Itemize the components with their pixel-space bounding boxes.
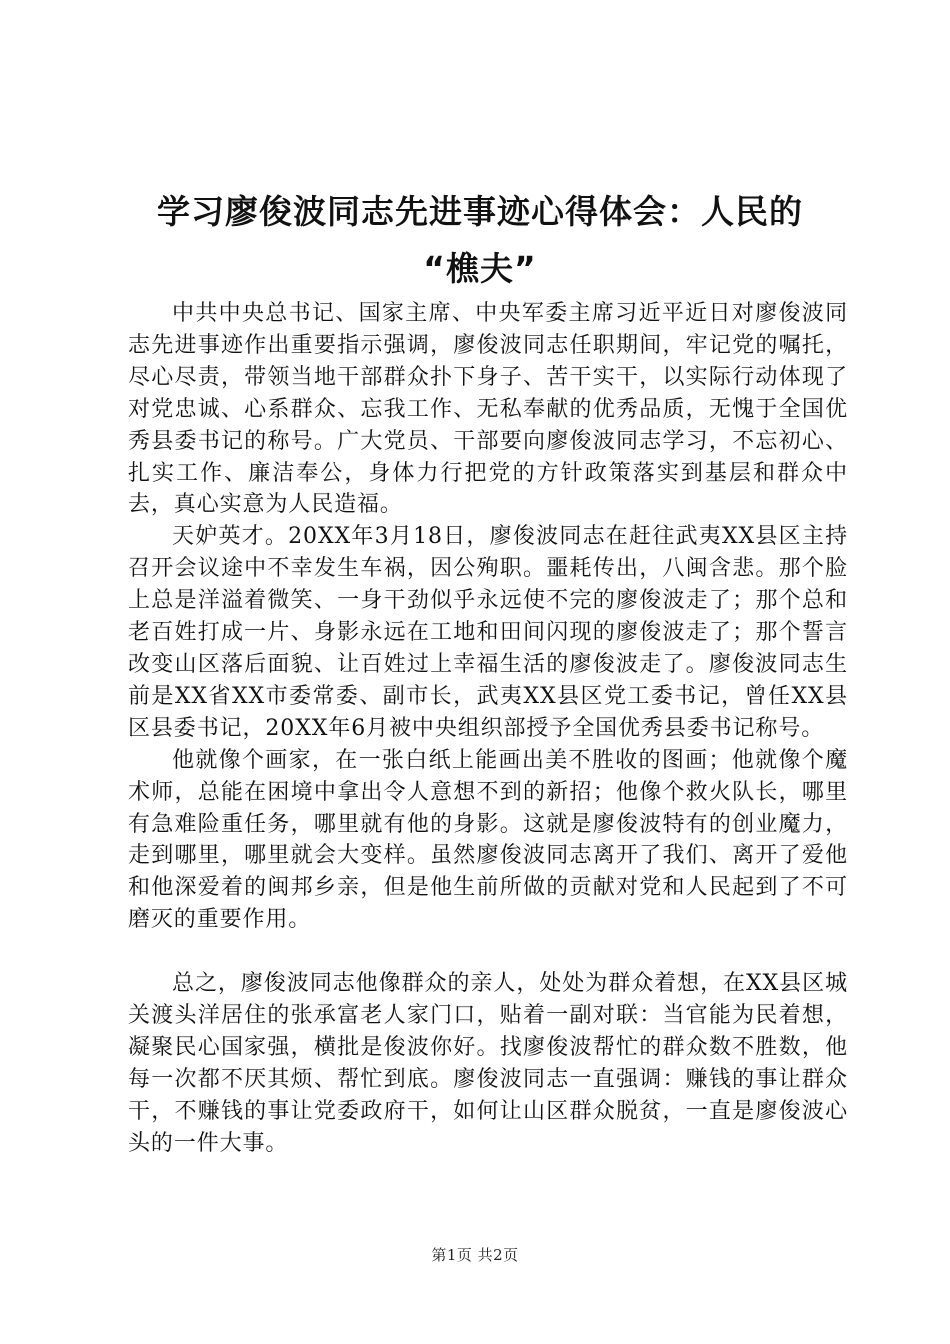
paragraph-4: 总之，廖俊波同志他像群众的亲人，处处为群众着想，在XX县区城关渡头洋居住的张承富老人家门口，贴着一副对联：当官能为民着想，凝聚民心国家强，横批是俊波你好。找廖俊波帮忙的群众数不胜数，他每一次都不厌其烦、帮忙到底。廖俊波同志一直强调：赚钱的事让群众干，不赚钱的事让党委政府干，如何让山区群众脱贫，一直是廖俊波心头的一件大事。 — [128, 971, 848, 1156]
paragraph-2: 天妒英才。20XX年3月18日，廖俊波同志在赶往武夷XX县区主持召开会议途中不幸发生车祸，因公殉职。噩耗传出，八闽含悲。那个脸上总是洋溢着微笑、一身干劲似乎永远使不完的廖俊波走了；那个总和老百姓打成一片、身影永远在工地和田间闪现的廖俊波走了；那个誓言改变山区落后面貌、让百姓过上幸福生活的廖俊波走了。廖俊波同志生前是XX省XX市委常委、副市长，武夷XX县区党工委书记，曾任XX县区县委书记，20XX年6月被中央组织部授予全国优秀县委书记称号。 — [128, 524, 848, 741]
document-title-line-1: 学习廖俊波同志先进事迹心得体会：人民的 — [157, 192, 803, 231]
page-footer: 第1页 共2页 — [431, 1246, 519, 1264]
paragraph-3: 他就像个画家，在一张白纸上能画出美不胜收的图画；他就像个魔术师，总能在困境中拿出令人意想不到的新招；他像个救火队长，哪里有急难险重任务，哪里就有他的身影。这就是廖俊波特有的创业魔力，走到哪里，哪里就会大变样。虽然廖俊波同志离开了我们、离开了爱他和他深爱着的闽邦乡亲，但是他生前所做的贡献对党和人民起到了不可磨灭的重要作用。 — [128, 747, 848, 933]
document-title-line-2: “樵夫” — [423, 249, 537, 288]
document-body — [128, 298, 848, 1160]
paragraph-1: 中共中央总书记、国家主席、中央军委主席习近平近日对廖俊波同志先进事迹作出重要指示强调，廖俊波同志任职期间，牢记党的嘱托，尽心尽责，带领当地干部群众扑下身子、苦干实干，以实际行动体现了对党忠诚、心系群众、忘我工作、无私奉献的优秀品质，无愧于全国优秀县委书记的称号。广大党员、干部要向廖俊波同志学习，不忘初心、扎实工作、廉洁奉公，身体力行把党的方针政策落实到基层和群众中去，真心实意为人民造福。 — [128, 301, 848, 518]
